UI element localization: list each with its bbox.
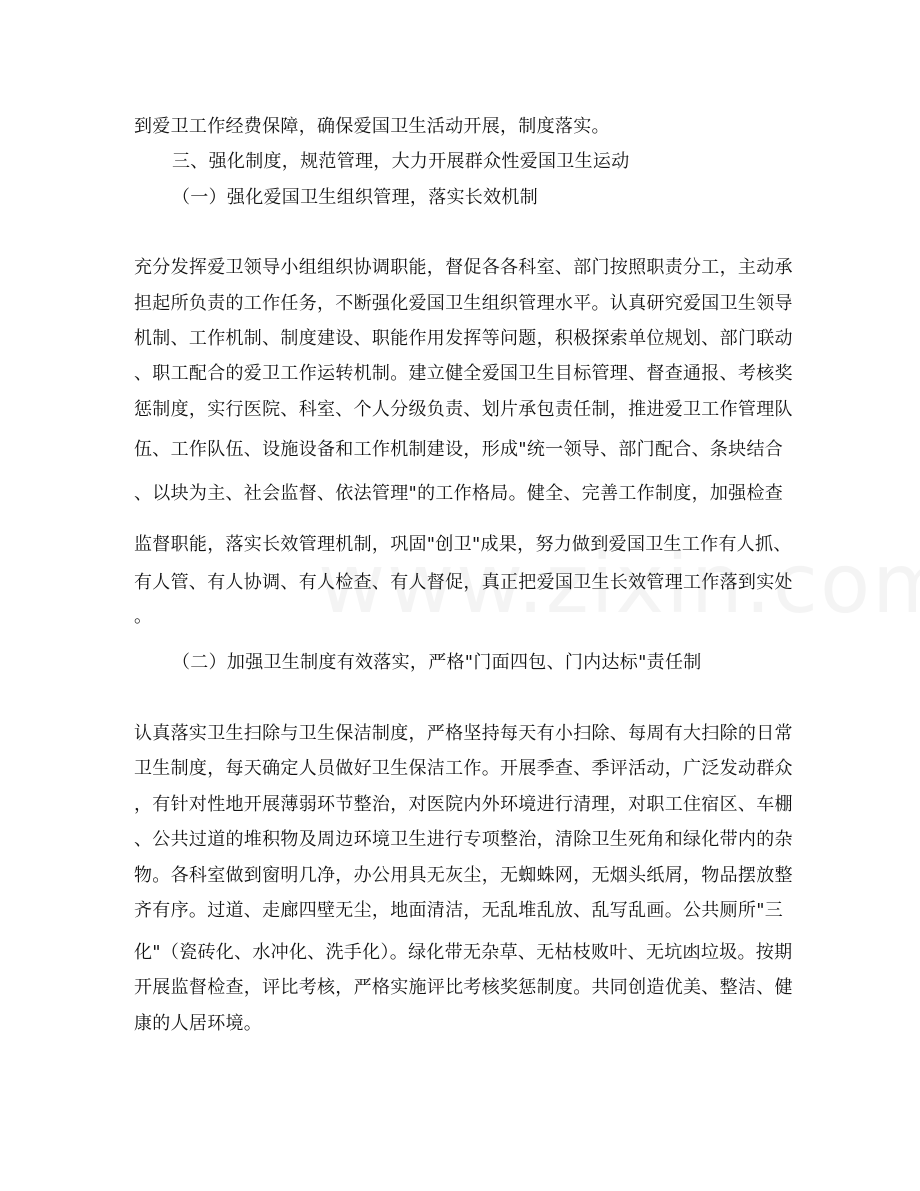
paragraph-line: 认真落实卫生扫除与卫生保洁制度，严格坚持每天有小扫除、每周有大扫除的日常 — [134, 723, 793, 744]
paragraph-line: 到爱卫工作经费保障，确保爱国卫生活动开展，制度落实。 — [134, 116, 610, 137]
paragraph-line: 充分发挥爱卫领导小组组织协调职能，督促各各科室、部门按照职责分工，主动承 — [134, 257, 793, 278]
subsection-heading: （二）加强卫生制度有效落实，严格"门面四包、门内达标"责任制 — [172, 652, 702, 673]
paragraph-line: 、公共过道的堆积物及周边环境卫生进行专项整治，清除卫生死角和绿化带内的杂 — [134, 829, 793, 850]
paragraph-line: 伍、工作队伍、设施设备和工作机制建设，形成"统一领导、部门配合、条块结合 — [134, 439, 784, 460]
paragraph-line: ，有针对性地开展薄弱环节整治，对医院内外环境进行清理，对职工住宿区、车棚 — [134, 794, 793, 815]
paragraph-line: 惩制度，实行医院、科室、个人分级负责、划片承包责任制，推进爱卫工作管理队 — [134, 399, 793, 420]
paragraph-line: 化"（瓷砖化、水冲化、洗手化）。绿化带无杂草、无枯枝败叶、无坑凼垃圾。按期 — [134, 942, 793, 963]
paragraph-line: 物。各科室做到窗明几净，办公用具无灰尘，无蜘蛛网，无烟头纸屑，物品摆放整 — [134, 865, 793, 886]
paragraph-line: 监督职能，落实长效管理机制，巩固"创卫"成果，努力做到爱国卫生工作有人抓、 — [134, 534, 792, 555]
paragraph-line: 康的人居环境。 — [134, 1013, 263, 1034]
paragraph-line: 、职工配合的爱卫工作运转机制。建立健全爱国卫生目标管理、督查通报、考核奖 — [134, 363, 793, 384]
paragraph-line: 开展监督检查，评比考核，严格实施评比考核奖惩制度。共同创造优美、整洁、健 — [134, 977, 793, 998]
paragraph-line: 机制、工作机制、制度建设、职能作用发挥等问题，积极探索单位规划、部门联动 — [134, 328, 793, 349]
section-heading: 三、强化制度，规范管理，大力开展群众性爱国卫生运动 — [172, 151, 630, 172]
paragraph-line: 担起所负责的工作任务，不断强化爱国卫生组织管理水平。认真研究爱国卫生领导 — [134, 293, 793, 314]
paragraph-line: 有人管、有人协调、有人检查、有人督促，真正把爱国卫生长效管理工作落到实处 — [134, 572, 793, 593]
paragraph-line: 。 — [134, 606, 153, 627]
paragraph-line: 齐有序。过道、走廊四壁无尘，地面清洁，无乱堆乱放、乱写乱画。公共厕所"三 — [134, 900, 784, 921]
paragraph-line: 、以块为主、社会监督、依法管理"的工作格局。健全、完善工作制度，加强检查 — [134, 483, 784, 504]
subsection-heading: （一）强化爱国卫生组织管理，落实长效机制 — [172, 187, 538, 208]
paragraph-line: 卫生制度，每天确定人员做好卫生保洁工作。开展季查、季评活动，广泛发动群众 — [134, 758, 793, 779]
